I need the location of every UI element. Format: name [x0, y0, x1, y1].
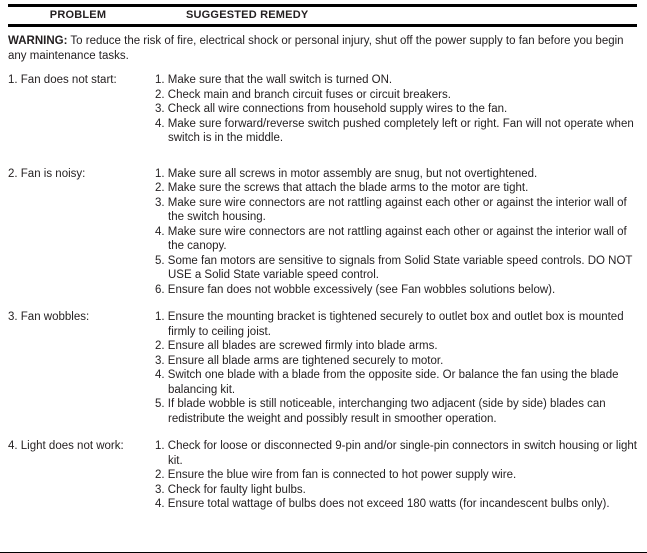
problem-cell: 1. Fan does not start:: [8, 74, 117, 86]
remedy-item: 3. Ensure all blade arms are tightened securely to motor.: [155, 354, 444, 367]
remedy-item: 6. Ensure fan does not wobble excessively (see Fan wobbles solutions below).: [155, 283, 556, 296]
remedy-item: 2. Ensure all blades are screwed firmly into blade arms.: [155, 340, 438, 352]
remedy-cell: [155, 310, 637, 426]
remedy-item: 1. Check for loose or disconnected 9-pin and/or single-pin connectors in switch housing or light kit.: [155, 440, 637, 467]
remedy-item: 2. Make sure the screws that attach the blade arms to the motor are tight.: [155, 182, 529, 194]
table-row: [8, 167, 637, 298]
remedy-item: 1. Make sure all screws in motor assembly are snug, but not overtightened.: [155, 167, 538, 180]
table-header: [8, 4, 637, 27]
remedy-item: 5. Some fan motors are sensitive to signals from Solid State variable speed controls. DO NOT USE a Solid State variable speed control.: [155, 254, 633, 281]
warning-text: To reduce the risk of fire, electrical shock or personal injury, shut off the power supply to fan before you begin any maintenance tasks.: [8, 35, 624, 62]
table-row: [8, 439, 637, 512]
remedy-item: 2. Check main and branch circuit fuses or circuit breakers.: [155, 88, 451, 101]
remedy-cell: [155, 167, 637, 298]
remedy-item: 2. Ensure the blue wire from fan is connected to hot power supply wire.: [155, 469, 517, 481]
remedy-item: 4. Switch one blade with a blade from the opposite side. Or balance the fan using the blade balancing kit.: [155, 369, 619, 396]
table-row: [8, 73, 637, 146]
remedy-item: 3. Make sure wire connectors are not rattling against each other or against the interior wall of the switch housing.: [155, 196, 627, 223]
remedy-item: 5. If blade wobble is still noticeable, interchanging two adjacent (side by side) blades can redistribute the weight and possibly result in smoother operation.: [155, 398, 606, 425]
remedy-column-header: SUGGESTED REMEDY: [186, 9, 309, 22]
problem-cell: 4. Light does not work:: [8, 440, 124, 452]
problem-cell: 3. Fan wobbles:: [8, 311, 90, 323]
remedy-item: 3. Check all wire connections from household supply wires to the fan.: [155, 103, 508, 115]
remedy-item: 4. Make sure wire connectors are not rattling against each other or against the interior wall of the canopy.: [155, 225, 627, 252]
remedy-cell: [155, 439, 637, 512]
remedy-item: 4. Ensure total wattage of bulbs does not exceed 180 watts (for incandescent bulbs only).: [155, 498, 610, 510]
table-body: [8, 73, 637, 512]
warning-label: WARNING:: [8, 35, 68, 47]
remedy-item: 1. Ensure the mounting bracket is tightened securely to outlet box and outlet box is mounted firmly to ceiling joist.: [155, 311, 624, 338]
remedy-item: 1. Make sure that the wall switch is turned ON.: [155, 74, 393, 86]
warning-paragraph: [8, 34, 637, 63]
remedy-item: 3. Check for faulty light bulbs.: [155, 483, 306, 496]
remedy-cell: [155, 73, 637, 146]
problem-cell: 2. Fan is noisy:: [8, 167, 86, 180]
table-row: [8, 310, 637, 426]
remedy-item: 4. Make sure forward/reverse switch pushed completely left or right. Fan will not operate when switch is in the middle.: [155, 117, 634, 144]
problem-column-header: PROBLEM: [49, 9, 107, 22]
